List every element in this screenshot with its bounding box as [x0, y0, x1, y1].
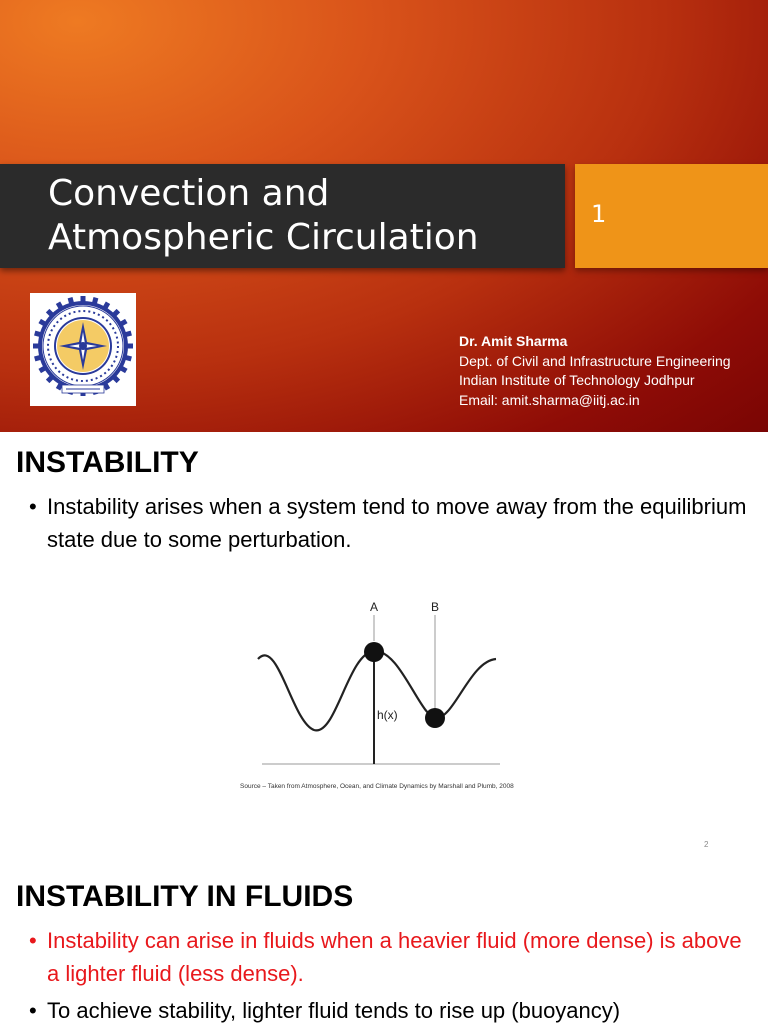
instability-fluids-slide: [0, 864, 768, 1024]
label-a: A: [369, 600, 379, 614]
bullet-dot-icon: •: [29, 928, 37, 953]
author-dept: Dept. of Civil and Infrastructure Engineering: [459, 352, 731, 369]
gear-tooth: [125, 344, 133, 349]
gear-tooth: [33, 344, 41, 349]
label-b: B: [430, 600, 440, 614]
slide-title: Convection and Atmospheric Circulation: [48, 173, 479, 258]
page-number: 2: [704, 840, 709, 849]
gear-tooth: [81, 296, 86, 304]
source-citation: Source – Taken from Atmosphere, Ocean, and Climate Dynamics by Marshall and Plumb, 2008: [240, 783, 514, 790]
bullet-text: To achieve stability, lighter fluid tends to rise up (buoyancy): [47, 998, 621, 1023]
ball-a: [364, 642, 384, 662]
bullet-dot-icon: •: [29, 998, 37, 1023]
author-email: Email: amit.sharma@iitj.ac.in: [459, 391, 640, 408]
bullet-item-highlight: [29, 924, 757, 990]
author-name: Dr. Amit Sharma: [459, 333, 568, 349]
bullet-item: [29, 490, 747, 556]
slide-heading: INSTABILITY: [16, 446, 199, 479]
bullet-dot-icon: •: [29, 494, 37, 519]
iitj-logo: [30, 293, 136, 406]
slide-number-box: [575, 164, 768, 268]
ball-b: [425, 708, 445, 728]
iitj-seal-icon: [30, 293, 136, 406]
slide-number: 1: [591, 200, 607, 228]
title-slide: [0, 0, 768, 432]
slide-heading: INSTABILITY IN FLUIDS: [16, 880, 354, 913]
label-h: h(x): [377, 708, 398, 722]
author-info: [459, 332, 731, 410]
stability-diagram: [250, 597, 510, 772]
instability-slide: [0, 432, 768, 864]
bullet-item: [29, 994, 757, 1027]
author-institute: Indian Institute of Technology Jodhpur: [459, 372, 695, 388]
bullet-text: Instability arises when a system tend to move away from the equilibrium state due to some perturbation.: [47, 494, 747, 552]
title-bar: [0, 164, 565, 268]
bullet-text: Instability can arise in fluids when a heavier fluid (more dense) is above a lighter fluid (less dense).: [47, 928, 742, 986]
